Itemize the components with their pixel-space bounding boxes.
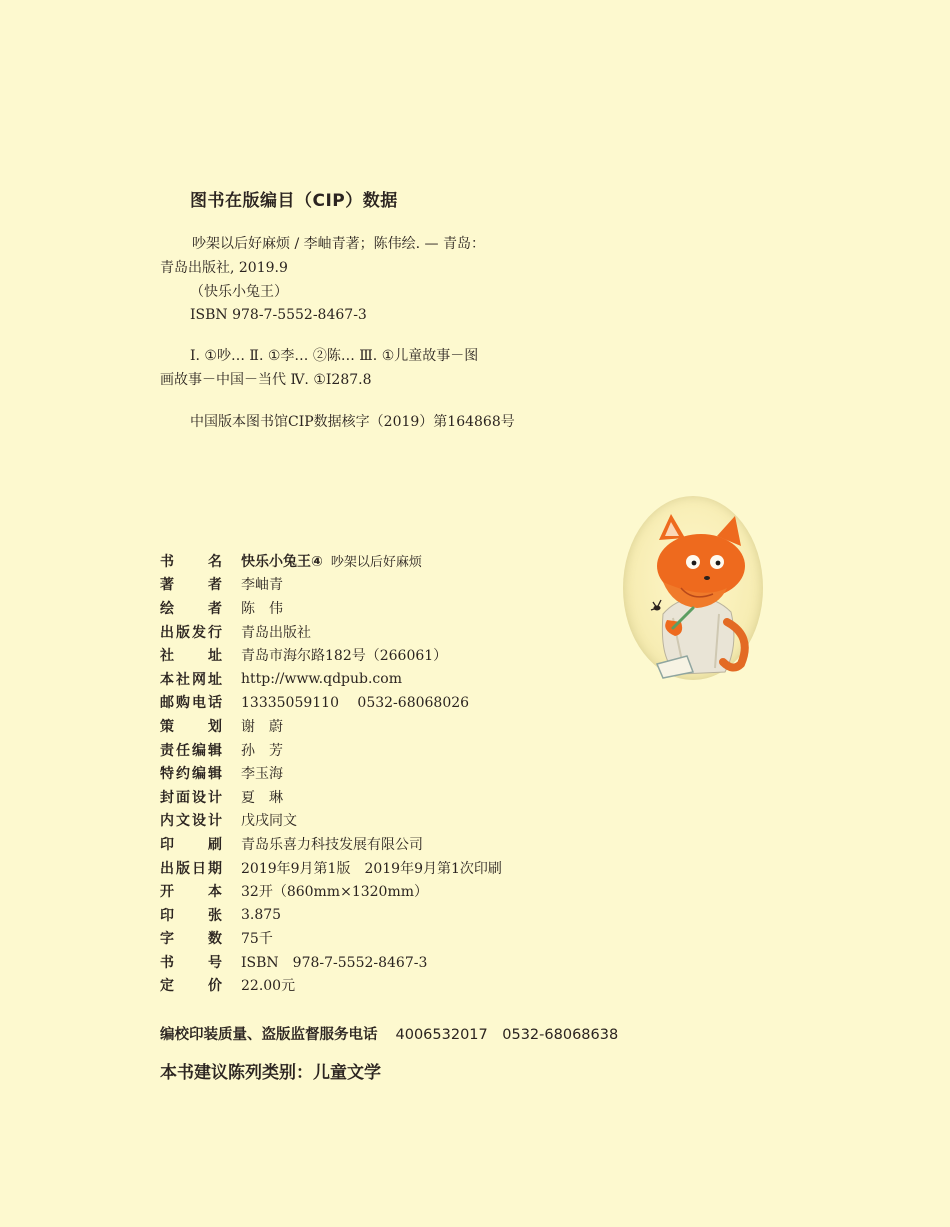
info-key: 封面设计 xyxy=(160,789,222,806)
info-value: 3.875 xyxy=(241,906,282,923)
info-row xyxy=(160,903,502,927)
book-info-table xyxy=(160,549,502,997)
info-value: 李玉海 xyxy=(241,766,283,783)
cip-classification-line: Ⅰ. ①吵… Ⅱ. ①李… ②陈… Ⅲ. ①儿童故事－图 xyxy=(190,348,479,364)
info-row xyxy=(160,549,502,573)
info-key: 定 价 xyxy=(160,978,222,995)
info-row xyxy=(160,974,502,998)
info-key: 出版日期 xyxy=(160,860,222,877)
info-key: 书 名 xyxy=(160,553,222,570)
info-row xyxy=(160,856,502,880)
info-row xyxy=(160,809,502,833)
info-key: 责任编辑 xyxy=(160,742,222,759)
info-key: 印 刷 xyxy=(160,836,222,853)
cip-notice: 中国版本图书馆CIP数据核字（2019）第164868号 xyxy=(190,414,515,430)
fox-icon xyxy=(623,496,763,680)
info-key: 书 号 xyxy=(160,954,222,971)
info-value: 75千 xyxy=(241,931,273,948)
info-value: 孙 芳 xyxy=(241,742,283,759)
info-key: 出版发行 xyxy=(160,624,222,641)
info-key: 邮购电话 xyxy=(160,695,222,712)
info-value: 13335059110 0532-68068026 xyxy=(241,695,470,712)
info-value: 32开（860mm×1320mm） xyxy=(241,884,428,901)
info-key: 绘 者 xyxy=(160,600,222,617)
info-row xyxy=(160,761,502,785)
info-value: 陈 伟 xyxy=(241,600,283,617)
info-row xyxy=(160,691,502,715)
info-row xyxy=(160,620,502,644)
cip-publisher-line: 青岛出版社, 2019.9 xyxy=(160,260,288,276)
shelf-category: 本书建议陈列类别：儿童文学 xyxy=(160,1063,381,1083)
hotline-numbers: 4006532017 0532-68068638 xyxy=(395,1027,619,1043)
info-key: 策 划 xyxy=(160,718,222,735)
info-value: 青岛出版社 xyxy=(241,624,311,641)
info-value xyxy=(241,549,502,573)
info-row xyxy=(160,596,502,620)
info-key: 特约编辑 xyxy=(160,766,222,783)
info-value: 青岛乐喜力科技发展有限公司 xyxy=(241,836,423,853)
info-row xyxy=(160,643,502,667)
info-row xyxy=(160,832,502,856)
hotline-label: 编校印装质量、盗版监督服务电话 xyxy=(160,1027,378,1043)
info-value: 夏 琳 xyxy=(241,789,283,806)
info-row xyxy=(160,738,502,762)
info-value: 戊戌同文 xyxy=(241,813,297,830)
info-row xyxy=(160,714,502,738)
cip-title-line: 吵架以后好麻烦 / 李岫青著；陈伟绘. — 青岛： xyxy=(192,236,485,252)
info-row xyxy=(160,927,502,951)
book-series-name: 快乐小兔王④ xyxy=(241,553,323,570)
info-row xyxy=(160,785,502,809)
info-key: 字 数 xyxy=(160,931,222,948)
info-value: 青岛市海尔路182号（266061） xyxy=(241,648,448,665)
info-value: http://www.qdpub.com xyxy=(241,670,402,687)
cip-series-line: （快乐小兔王） xyxy=(190,284,288,300)
cip-classification-line-2: 画故事－中国－当代 Ⅳ. ①I287.8 xyxy=(160,372,372,388)
cip-isbn-line: ISBN 978-7-5552-8467-3 xyxy=(190,307,367,323)
info-value: 谢 蔚 xyxy=(241,718,283,735)
info-value: ISBN 978-7-5552-8467-3 xyxy=(241,954,428,971)
info-key: 本社网址 xyxy=(160,671,222,688)
info-value: 李岫青 xyxy=(241,577,283,594)
fox-writing-illustration xyxy=(623,496,763,680)
info-key: 内文设计 xyxy=(160,813,222,830)
info-key: 著 者 xyxy=(160,577,222,594)
info-row xyxy=(160,573,502,597)
info-value: 2019年9月第1版 2019年9月第1次印刷 xyxy=(241,860,502,877)
info-row xyxy=(160,950,502,974)
info-row xyxy=(160,667,502,691)
info-key: 社 址 xyxy=(160,648,222,665)
info-key: 开 本 xyxy=(160,884,222,901)
cip-heading: 图书在版编目（CIP）数据 xyxy=(190,191,398,211)
info-row xyxy=(160,879,502,903)
quality-hotline xyxy=(160,1023,618,1044)
info-value: 22.00元 xyxy=(241,978,296,995)
info-key: 印 张 xyxy=(160,907,222,924)
book-title: 吵架以后好麻烦 xyxy=(330,554,422,570)
